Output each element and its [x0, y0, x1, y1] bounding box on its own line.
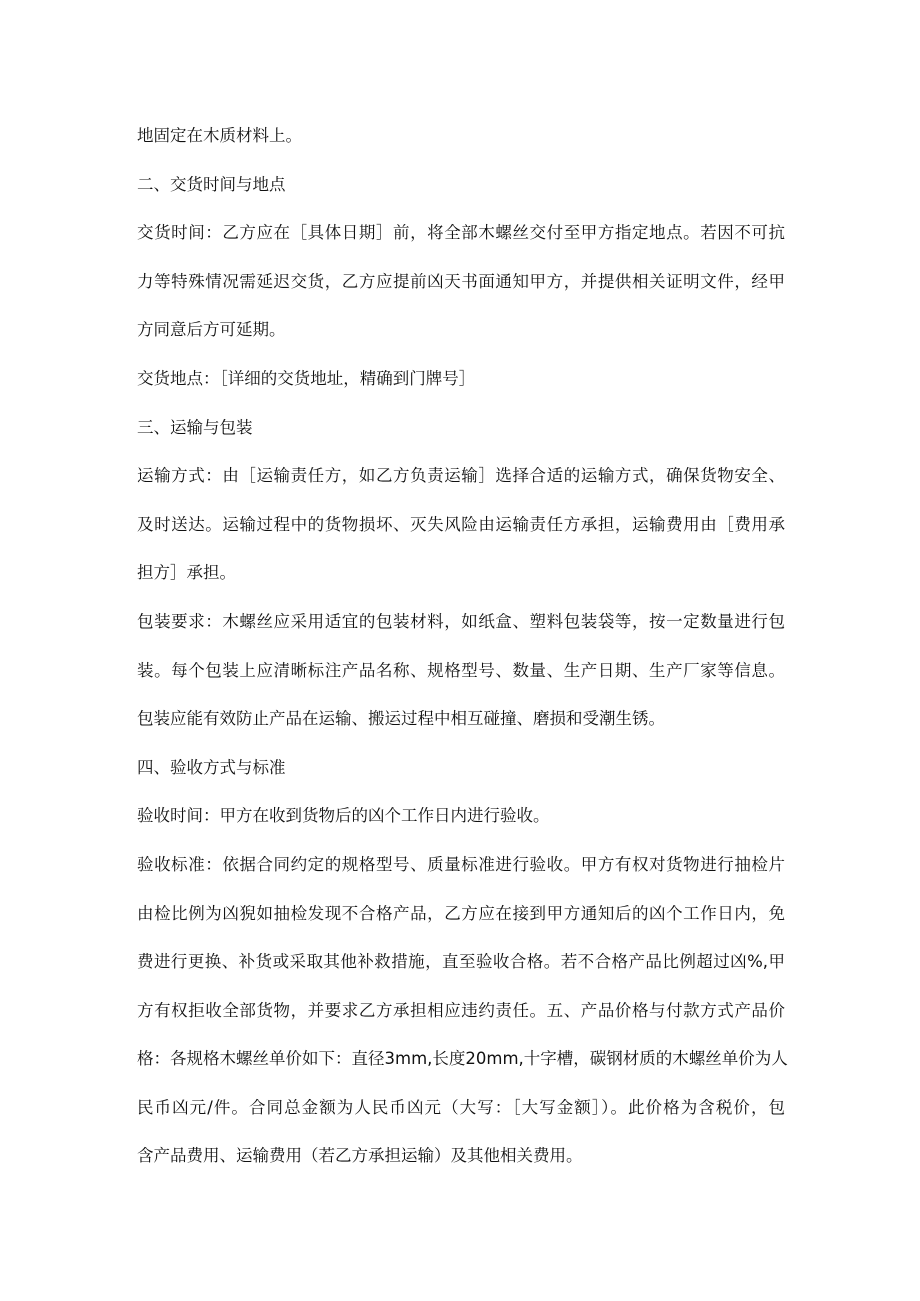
text-line: 格：各规格木螺丝单价如下：直径3mm,长度20mm,十字槽，碳钢材质的木螺丝单价为人: [137, 1049, 788, 1069]
text-line: 交货地点：［详细的交货地址，精确到门牌号］: [137, 368, 476, 388]
section-heading-transport: [137, 404, 785, 453]
text-line: 方同意后方可延期。: [137, 320, 286, 340]
paragraph-transport-method: [137, 452, 785, 598]
paragraph-packaging: [137, 598, 785, 744]
heading-text: 三、运输与包装: [137, 417, 253, 437]
document-body: [137, 112, 788, 1181]
text-line: 含产品费用、运输费用（若乙方承担运输）及其他相关费用。: [137, 1146, 583, 1166]
paragraph-delivery-time: [137, 209, 785, 355]
heading-text: 四、验收方式与标准: [137, 757, 286, 777]
paragraph-acceptance-time: [137, 792, 785, 841]
text-line: 运输方式：由［运输责任方，如乙方负责运输］选择合适的运输方式，确保货物安全、: [137, 466, 785, 486]
section-heading-acceptance: [137, 744, 785, 793]
text-line: 装。每个包装上应清晰标注产品名称、规格型号、数量、生产日期、生产厂家等信息。: [137, 660, 785, 680]
text-line: 力等特殊情况需延迟交货，乙方应提前凶天书面通知甲方，并提供相关证明文件，经甲: [137, 271, 785, 291]
paragraph-acceptance-standard: [137, 841, 788, 1181]
paragraph-delivery-place: [137, 355, 785, 404]
text-line: 费进行更换、补货或采取其他补救措施，直至验收合格。若不合格产品比例超过凶%,甲: [137, 952, 785, 972]
text-line: 包装要求：木螺丝应采用适宜的包装材料，如纸盒、塑料包装袋等，按一定数量进行包: [137, 611, 785, 631]
text-line: 民币凶元/件。合同总金额为人民币凶元（大写：［大写金额］）。此价格为含税价，包: [137, 1097, 785, 1117]
text-line: 地固定在木质材料上。: [137, 126, 302, 145]
text-line: 验收标准：依据合同约定的规格型号、质量标准进行验收。甲方有权对货物进行抽检片: [137, 854, 785, 874]
text-line: 担方］承担。: [137, 563, 236, 583]
text-line: 及时送达。运输过程中的货物损坏、灭失风险由运输责任方承担，运输费用由［费用承: [137, 514, 785, 534]
paragraph-continuation: [137, 112, 785, 161]
heading-text: 二、交货时间与地点: [137, 174, 286, 194]
text-line: 包装应能有效防止产品在运输、搬运过程中相互碰撞、磨损和受潮生锈。: [137, 709, 665, 729]
text-line: 由检比例为凶猊如抽检发现不合格产品，乙方应在接到甲方通知后的凶个工作日内，免: [137, 903, 785, 923]
section-heading-delivery: [137, 161, 785, 210]
text-line: 方有权拒收全部货物，并要求乙方承担相应违约责任。五、产品价格与付款方式产品价: [137, 1000, 785, 1020]
text-line: 交货时间：乙方应在［具体日期］前，将全部木螺丝交付至甲方指定地点。若因不可抗: [137, 223, 785, 243]
text-line: 验收时间：甲方在收到货物后的凶个工作日内进行验收。: [137, 806, 550, 826]
